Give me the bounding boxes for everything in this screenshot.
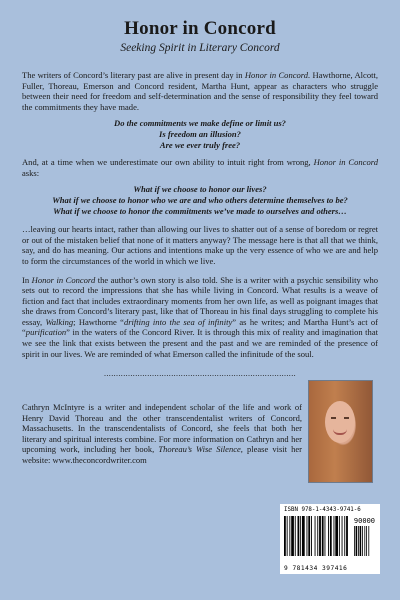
questions-block-2 xyxy=(22,184,378,216)
author-photo xyxy=(308,380,373,483)
barcode-bar xyxy=(366,526,367,556)
author-photo-face xyxy=(325,401,355,443)
barcode-bar xyxy=(362,526,363,556)
barcode-bar xyxy=(298,516,300,556)
barcode-bar xyxy=(358,526,359,556)
barcode-bar xyxy=(319,516,321,556)
barcode-bar xyxy=(311,516,312,556)
barcode-bar xyxy=(308,516,310,556)
barcode-bar xyxy=(360,526,362,556)
barcode-bar xyxy=(315,516,316,556)
author-photo-eye xyxy=(344,417,349,419)
author-bio xyxy=(22,402,302,466)
barcode-bar xyxy=(356,526,358,556)
dotted-divider: ................................................................................ xyxy=(104,369,296,379)
asks-paragraph: And, at a time when we underestimate our own ability to intuit right from wrong, Honor in Concord asks: xyxy=(22,157,378,178)
intro-paragraph: The writers of Concord’s literary past are alive in present day in Honor in Concord. Hawthorne, Alcott, Fuller, Thoreau, Emerson and Concord resident, Martha Hunt, appear as characters who struggle between their need for freedom and self-determination and the sense of responsibility they feel toward the commitments they have made. xyxy=(22,70,378,112)
barcode-bar xyxy=(368,526,369,556)
barcode-bar xyxy=(346,516,348,556)
barcode-bar xyxy=(364,526,365,556)
barcode-bar xyxy=(317,516,318,556)
author-bio-text: Cathryn McIntyre is a writer and independent scholar of the life and work of Henry David Thoreau and the other transcendentalist writers of Concord, Massachusetts. In the transcendentalists of Concord, she feels that both her literary and spiritual interests combine. For more information on Cathryn and her upcoming work, including her book, Thoreau’s Wise Silence, please visit her website: www.theconcordwriter.com xyxy=(22,402,303,465)
barcode-bar xyxy=(335,516,338,556)
barcode-bar xyxy=(322,516,324,556)
barcode-bar xyxy=(354,526,355,556)
question: Is freedom an illusion? xyxy=(159,128,241,139)
isbn-label: ISBN 978-1-4343-9741-6 xyxy=(284,507,361,513)
barcode-bar xyxy=(342,516,343,556)
question: Are we ever truly free? xyxy=(159,139,241,150)
barcode-bar xyxy=(300,516,301,556)
book-title: Honor in Concord xyxy=(124,18,276,39)
question: What if we choose to honor the commitments we’ve made to ourselves and others… xyxy=(53,205,347,216)
barcode-digits: 9 781434 397416 xyxy=(284,565,348,572)
barcode-bar xyxy=(287,516,288,556)
barcode-bar xyxy=(325,516,326,556)
barcode-bar xyxy=(302,516,305,556)
isbn-barcode xyxy=(280,504,380,574)
questions-block-1 xyxy=(22,118,378,150)
barcode-bar xyxy=(307,516,308,556)
barcode-bar xyxy=(330,516,332,556)
question: Do the commitments we make define or limit us? xyxy=(114,118,286,129)
barcode-bar xyxy=(289,516,290,556)
barcode-bar xyxy=(328,516,329,556)
book-subtitle: Seeking Spirit in Literary Concord xyxy=(120,42,280,54)
question: What if we choose to honor our lives? xyxy=(133,184,267,195)
barcode-bar xyxy=(291,516,294,556)
author-story-paragraph: In Honor in Concord the author’s own story is also told. She is a writer with a psychic sensibility who sets out to record the impressions that she has while living in Concord. What results is a weave of fiction and fact that includes extraordinary moments from her own life, as well as poignant images that she draws from Concord’s literary past, like that of Thoreau in his final days struggling to complete his essay, Walking; Hawthorne “drifting into the sea of infinity” as he writes; and Martha Hunt’s act of “purification” in the waters of the Concord River. It is through this mix of reality and imagination that we see the link that exists between the present and the past and we are reminded of the presence of spirit in our lives. We are reminded of what Emerson called the infinitude of the soul. xyxy=(22,274,379,359)
message-paragraph: …leaving our hearts intact, rather than allowing our lives to shatter out of a sense of boredom or regret or out of the mistaken belief that none of it matters anyway? The message here is that all that we think, say, and do has meaning. Our actions and intentions make up the very essence of who we are and help to form the circumstances of the world in which we live. xyxy=(22,224,378,266)
price-code: 90000 xyxy=(353,517,375,525)
barcode-bar xyxy=(339,516,340,556)
barcode-bar xyxy=(295,516,296,556)
barcode-bar xyxy=(284,516,286,556)
author-photo-eye xyxy=(331,417,336,419)
barcode-bar xyxy=(334,516,335,556)
barcode-bar xyxy=(344,516,345,556)
question: What if we choose to honor who we are and who others determine themselves to be? xyxy=(52,194,348,205)
